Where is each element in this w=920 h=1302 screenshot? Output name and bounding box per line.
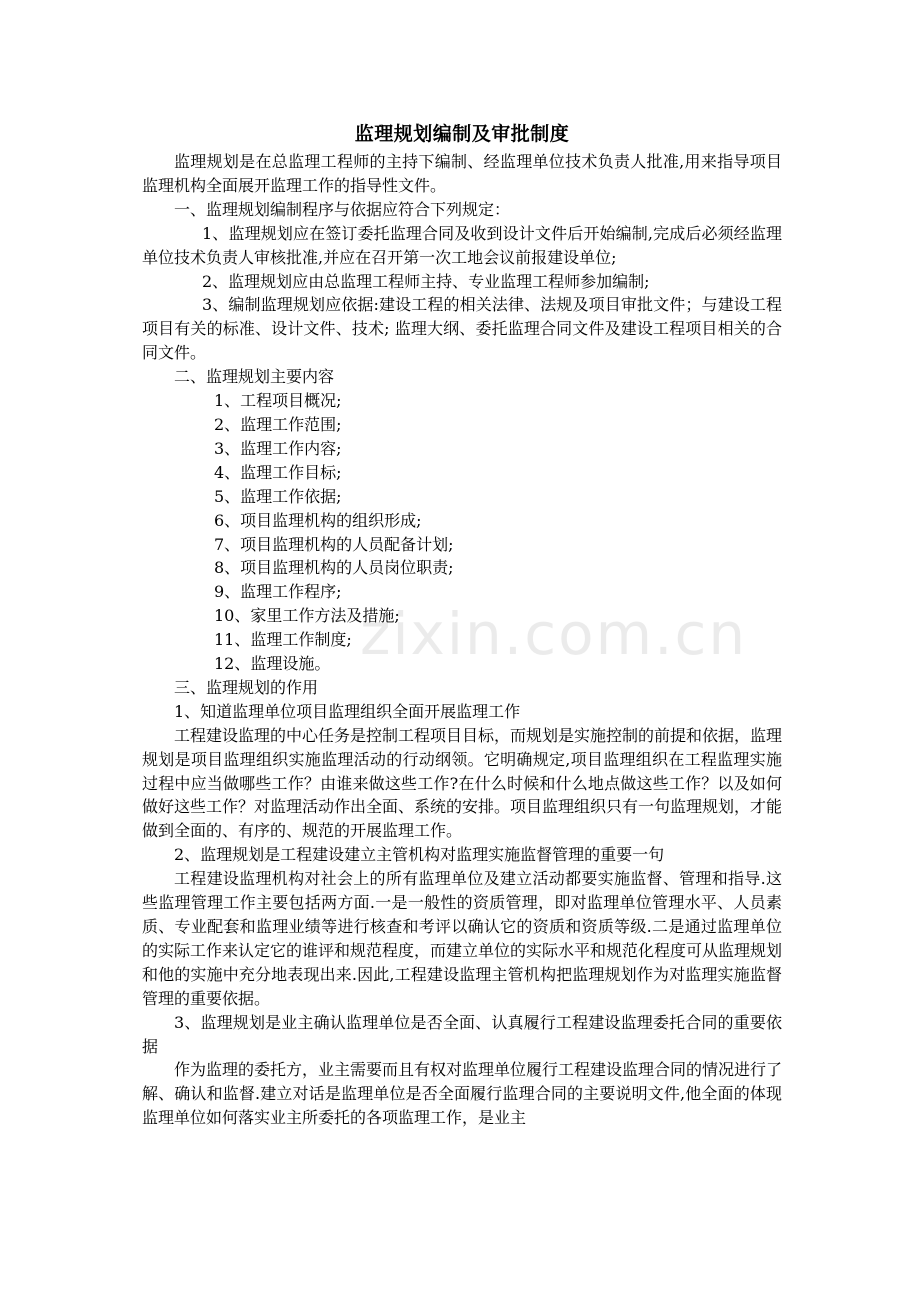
list-item: 8、项目监理机构的人员岗位职责;	[214, 558, 454, 578]
section3-sub3-heading: 3、监理规划是业主确认监理单位是否全面、认真履行工程建设监理委托合同的重要依据	[142, 1012, 782, 1056]
list-item: 1、工程项目概况;	[214, 391, 342, 411]
section2-list	[142, 389, 782, 676]
list-item: 11、监理工作制度;	[214, 630, 352, 650]
list-item: 3、监理工作内容;	[214, 438, 342, 458]
list-item: 10、家里工作方法及措施;	[214, 606, 400, 626]
intro-paragraph: 监理规划是在总监理工程师的主持下编制、经监理单位技术负责人批准,用来指导项目监理机构全面展开监理工作的指导性文件。	[142, 152, 782, 195]
section1-item-2: 2、监理规划应由总监理工程师主持、专业监理工程师参加编制;	[202, 271, 650, 291]
section1-heading: 一、监理规划编制程序与依据应符合下列规定：	[174, 199, 511, 219]
document-title: 监理规划编制及审批制度	[354, 123, 570, 145]
list-item: 7、项目监理机构的人员配备计划;	[214, 534, 454, 554]
section2-heading: 二、监理规划主要内容	[174, 367, 335, 387]
list-item: 5、监理工作依据;	[214, 486, 342, 506]
list-item: 6、项目监理机构的组织形成;	[214, 510, 422, 530]
list-item: 12、监理设施。	[214, 654, 331, 674]
section3-sub3-body: 作为监理的委托方，业主需要而且有权对监理单位履行工程建设监理合同的情况进行了解、确认和监督.建立对话是监理单位是否全面履行监理合同的主要说明文件,他全面的体现监理单位如何落实业主所委托的各项监理工作，是业主	[142, 1060, 783, 1128]
list-item: 9、监理工作程序;	[214, 582, 342, 602]
section1-item-1: 1、监理规划应在签订委托监理合同及收到设计文件后开始编制,完成后必须经监理单位技术负责人审核批准,并应在召开第一次工地会议前报建设单位;	[142, 223, 782, 267]
section3-sub2-body: 工程建设监理机构对社会上的所有监理单位及建立活动都要实施监督、管理和指导.这些监理管理工作主要包括两方面.一是一般性的资质管理，即对监理单位管理水平、人员素质、专业配套和监理业绩等进行核查和考评以确认它的资质和资质等级.二是通过监理单位的实际工作来认定它的谁评和规范程度，而建立单位的实际水平和规范化程度可从监理规划和他的实施中充分地表现出来.因此,工程建设监理主管机构把监理规划作为对监理实施监督管理的重要依据。	[142, 869, 783, 1008]
section3-sub1-body: 工程建设监理的中心任务是控制工程项目目标，而规划是实施控制的前提和依据，监理规划是项目监理组织实施监理活动的行动纲领。它明确规定,项目监理组织在工程监理实施过程中应当做哪些工作？由谁来做这些工作?在什么时候和什么地点做这些工作？以及如何做好这些工作？对监理活动作出全面、系统的安排。项目监理组织只有一句监理规划，才能做到全面的、有序的、规范的开展监理工作。	[142, 725, 783, 841]
document-page	[142, 120, 782, 1130]
section3-sub1-heading: 1、知道监理单位项目监理组织全面开展监理工作	[174, 701, 521, 721]
section3-sub2-heading: 2、监理规划是工程建设建立主管机构对监理实施监督管理的重要一句	[174, 845, 665, 865]
list-item: 4、监理工作目标;	[214, 462, 342, 482]
list-item: 2、监理工作范围;	[214, 414, 342, 434]
watermark-text: zixin.com.cn	[360, 600, 748, 668]
section1-item-3: 3、编制监理规划应依据:建设工程的相关法律、法规及项目审批文件；与建设工程项目有关的标准、设计文件、技术; 监理大纲、委托监理合同文件及建设工程项目相关的合同文件。	[142, 295, 782, 363]
section3-heading: 三、监理规划的作用	[174, 677, 319, 697]
